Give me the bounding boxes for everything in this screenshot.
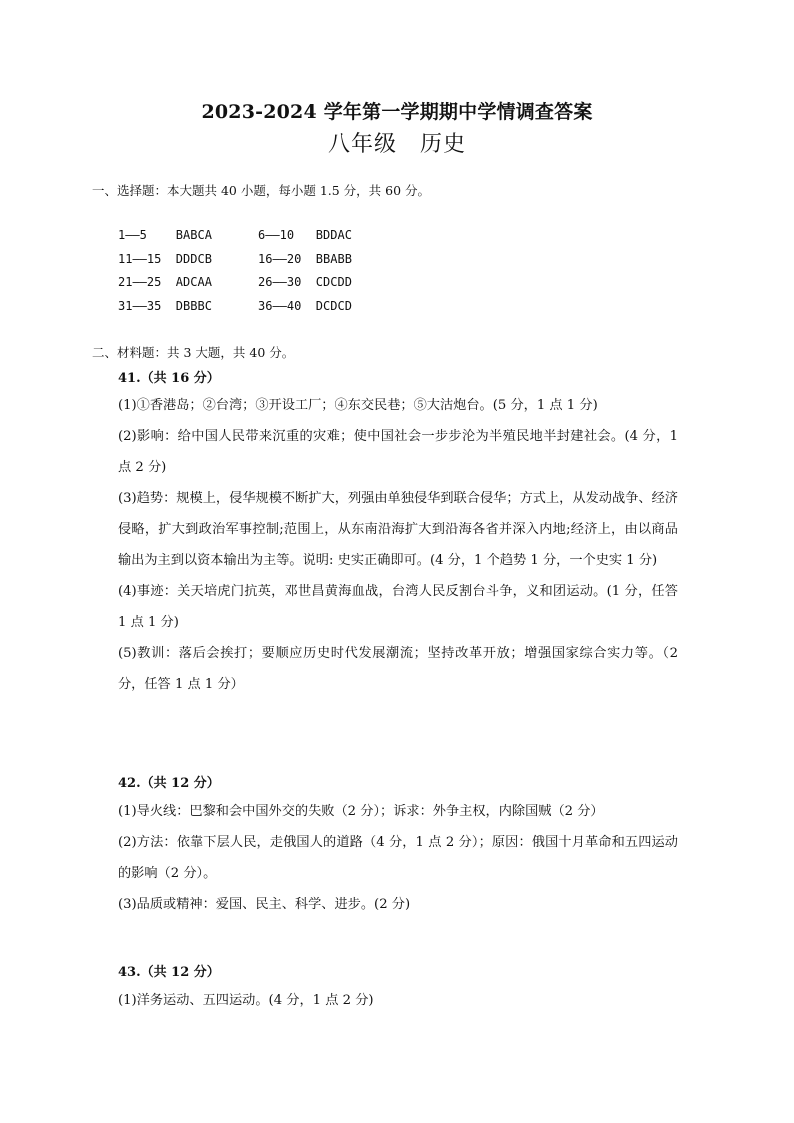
answer-cell: 1——5 BABCA [118,228,212,242]
answer-row [118,228,418,252]
question-42-heading: 42.（共 12 分） [118,776,220,791]
answer-paragraph: (1)①香港岛；②台湾；③开设工厂；④东交民巷；⑤大沽炮台。(5 分，1 点 1 分) [118,398,598,413]
question-43-body [118,985,678,1016]
answer-cell: 6——10 BDDAC [258,228,352,242]
answer-cell: 31——35 DBBBC [118,298,212,313]
section-heading-choice: 一、选择题：本大题共 40 小题，每小题 1.5 分，共 60 分。 [92,183,431,198]
answer-cell: 11——15 DDDCB [118,251,212,266]
question-41-body [118,390,678,700]
answer-paragraph: (4)事迹：关天培虎门抗英，邓世昌黄海血战，台湾人民反割台斗争，义和团运动。(1 分，任答 1 点 1 分) [118,584,678,630]
question-41-heading: 41.（共 16 分） [118,371,220,386]
answer-cell: 26——30 CDCDD [258,275,352,289]
page-subtitle: 八年级 历史 [327,132,466,157]
answer-cell: 16——20 BBABB [258,251,352,266]
answer-paragraph: (3)品质或精神：爱国、民主、科学、进步。(2 分) [118,897,411,912]
section-heading-material: 二、材料题：共 3 大题，共 40 分。 [92,345,295,360]
answer-row [118,299,418,323]
answer-cell: 21——25 ADCAA [118,275,212,289]
answer-paragraph: (5)教训：落后会挨打；要顺应历史时代发展潮流；坚持改革开放；增强国家综合实力等。（2 分，任答 1 点 1 分） [118,646,678,692]
question-43-heading: 43.（共 12 分） [118,965,220,980]
answer-paragraph: (1)导火线：巴黎和会中国外交的失败（2 分）；诉求：外争主权，内除国贼（2 分） [118,804,604,819]
answer-paragraph: (1)洋务运动、五四运动。(4 分，1 点 2 分) [118,993,374,1008]
answer-paragraph: (3)趋势：规模上，侵华规模不断扩大，列强由单独侵华到联合侵华；方式上，从发动战争、经济侵略，扩大到政治军事控制;范围上，从东南沿海扩大到沿海各省并深入内地;经济上，由以商品输出为主到以资本输出为主等。说明: 史实正确即可。(4 分，1 个趋势 1 分，一个史实 1 分) [118,491,678,568]
answer-row [118,252,418,276]
answer-paragraph: (2)方法：依靠下层人民，走俄国人的道路（4 分，1 点 2 分）；原因：俄国十月革命和五四运动的影响（2 分）。 [118,835,678,881]
answer-row [118,275,418,299]
answer-key-table [118,228,418,322]
question-42-body [118,796,678,920]
answer-cell: 36——40 DCDCD [258,298,352,313]
answer-paragraph: (2)影响：给中国人民带来沉重的灾难；使中国社会一步步沦为半殖民地半封建社会。(4 分，1 点 2 分) [118,429,678,475]
page-title: 2023-2024 学年第一学期期中学情调查答案 [201,101,593,123]
